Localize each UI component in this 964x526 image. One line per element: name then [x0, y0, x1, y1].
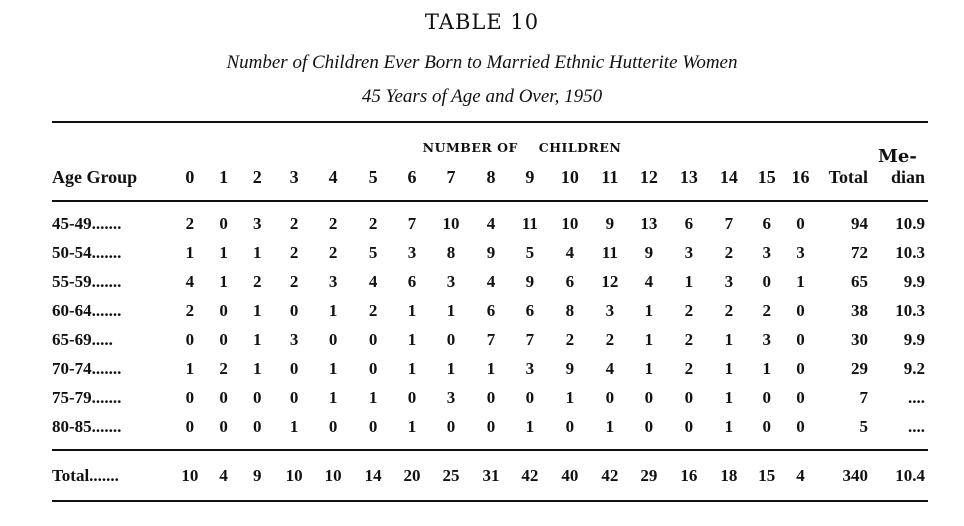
- table-cell: 0: [289, 358, 299, 378]
- table-cell: 29: [850, 358, 868, 378]
- table-cell: 1: [289, 416, 299, 436]
- total-cell: 340: [842, 465, 868, 485]
- table-cell: 1: [219, 242, 228, 262]
- table-cell: 0: [525, 387, 535, 407]
- table-cell: 6: [525, 300, 535, 320]
- table-cell: 11: [601, 242, 618, 262]
- table-cell: 2: [684, 329, 694, 349]
- table-cell: 9: [605, 213, 615, 233]
- table-cell: 9: [486, 242, 496, 262]
- table-cell: 1: [253, 300, 262, 320]
- column-header: 2: [252, 167, 262, 187]
- total-cell: 16: [680, 465, 698, 485]
- table-cell: 0: [684, 387, 694, 407]
- table-cell: 0: [605, 387, 615, 407]
- table-cell: 4: [644, 271, 654, 291]
- table-cell: 1: [605, 416, 615, 436]
- table-cell: 0: [796, 358, 805, 378]
- table-cell: 7: [486, 329, 496, 349]
- header-row: [52, 163, 928, 192]
- table-cell: 2: [185, 213, 195, 233]
- table-cell: 0: [289, 300, 299, 320]
- table-cell: 6: [762, 213, 771, 233]
- total-cell: 4: [219, 465, 228, 485]
- column-header: 13: [679, 167, 698, 187]
- table-cell: 1: [328, 358, 338, 378]
- table-cell: 0: [253, 387, 262, 407]
- table-cell: 6: [486, 300, 496, 320]
- column-header: 3: [289, 167, 299, 187]
- table-cell: 0: [684, 416, 694, 436]
- table-cell: 0: [644, 387, 654, 407]
- table-cell: 3: [289, 329, 299, 349]
- table-cell: 1: [407, 300, 417, 320]
- column-header: 7: [446, 167, 456, 187]
- median-header-top: Me-: [878, 146, 917, 167]
- table-cell: 0: [486, 387, 496, 407]
- table-cell: 1: [446, 300, 456, 320]
- table-cell: 10.9: [895, 213, 925, 233]
- table-cell: 0: [219, 329, 228, 349]
- table-cell: 11: [521, 213, 538, 233]
- table-cell: 3: [446, 271, 456, 291]
- table-cell: 2: [253, 271, 262, 291]
- table-row: [52, 325, 928, 354]
- table-cell: 1: [525, 416, 535, 436]
- table-cell: 0: [219, 300, 228, 320]
- table-cell: 0: [796, 416, 805, 436]
- total-cell: 14: [364, 465, 382, 485]
- row-label: 60-64.......: [52, 300, 122, 320]
- table-cell: 0: [486, 416, 496, 436]
- table-cell: 2: [219, 358, 228, 378]
- table-cell: 9.9: [903, 271, 925, 291]
- row-label: 65-69.....: [52, 329, 113, 349]
- table-cell: 2: [368, 213, 378, 233]
- table-cell: 1: [446, 358, 456, 378]
- total-cell: 31: [482, 465, 500, 485]
- total-row: [52, 461, 928, 490]
- total-cell: 42: [521, 465, 539, 485]
- table-cell: 65: [850, 271, 868, 291]
- table-cell: 1: [724, 329, 734, 349]
- table-cell: 9.9: [903, 329, 925, 349]
- table-cell: 2: [605, 329, 615, 349]
- table-cell: 9: [565, 358, 575, 378]
- table-cell: 72: [850, 242, 868, 262]
- table-cell: 5: [525, 242, 535, 262]
- table-cell: 1: [185, 358, 195, 378]
- table-cell: 6: [684, 213, 694, 233]
- total-label: Total.......: [52, 465, 119, 485]
- table-cell: 38: [850, 300, 868, 320]
- table-cell: 2: [368, 300, 378, 320]
- table-cell: 1: [368, 387, 378, 407]
- table-cell: 1: [219, 271, 228, 291]
- data-table: [52, 209, 928, 441]
- table-row: [52, 296, 928, 325]
- total-cell: 10.4: [895, 465, 925, 485]
- row-label: 80-85.......: [52, 416, 122, 436]
- table-cell: 3: [605, 300, 615, 320]
- table-cell: 6: [565, 271, 575, 291]
- table-cell: 0: [185, 416, 195, 436]
- column-header: Total: [828, 167, 868, 187]
- total-cell: 10: [324, 465, 342, 485]
- row-label: 50-54.......: [52, 242, 122, 262]
- table-cell: 9: [644, 242, 654, 262]
- column-header: 16: [791, 167, 810, 187]
- row-label: 70-74.......: [52, 358, 122, 378]
- table-row: [52, 238, 928, 267]
- column-header: 1: [219, 167, 229, 187]
- table-cell: 0: [368, 358, 378, 378]
- table-cell: 3: [446, 387, 456, 407]
- header-rule: [52, 200, 928, 202]
- table-cell: 1: [724, 387, 734, 407]
- table-cell: 1: [796, 271, 805, 291]
- total-cell: 40: [561, 465, 579, 485]
- table-cell: 3: [762, 242, 771, 262]
- table-cell: 1: [644, 300, 654, 320]
- table-cell: 1: [684, 271, 694, 291]
- total-table: [52, 461, 928, 490]
- table-cell: 1: [328, 387, 338, 407]
- total-cell: 29: [640, 465, 658, 485]
- column-header: 9: [525, 167, 535, 187]
- table-cell: 1: [762, 358, 771, 378]
- table-cell: 4: [565, 242, 575, 262]
- group-header: [0, 140, 964, 155]
- table-cell: 3: [525, 358, 535, 378]
- column-header: 6: [407, 167, 417, 187]
- table-cell: 7: [525, 329, 535, 349]
- table-cell: 0: [219, 213, 228, 233]
- table-cell: 1: [328, 300, 338, 320]
- row-label: 55-59.......: [52, 271, 122, 291]
- total-cell: 10: [181, 465, 199, 485]
- table-cell: 2: [328, 213, 338, 233]
- table-cell: 2: [185, 300, 195, 320]
- header-table: [52, 163, 928, 192]
- table-cell: 9.2: [903, 358, 925, 378]
- table-cell: 7: [859, 387, 868, 407]
- table-cell: ....: [908, 416, 925, 436]
- column-header: 15: [757, 167, 776, 187]
- table-cell: 1: [253, 242, 262, 262]
- table-cell: 1: [724, 416, 734, 436]
- table-row: [52, 354, 928, 383]
- table-cell: 10.3: [895, 300, 925, 320]
- table-cell: 0: [565, 416, 575, 436]
- table-number: TABLE 10: [424, 10, 540, 34]
- table-cell: 1: [644, 329, 654, 349]
- table-subtitle-line-2: 45 Years of Age and Over, 1950: [361, 86, 603, 107]
- table-cell: 4: [368, 271, 378, 291]
- total-cell: 10: [285, 465, 303, 485]
- table-cell: 2: [684, 300, 694, 320]
- column-header: 10: [560, 167, 579, 187]
- table-cell: 3: [796, 242, 805, 262]
- table-cell: 1: [253, 358, 262, 378]
- table-cell: 10: [442, 213, 460, 233]
- total-cell: 20: [403, 465, 421, 485]
- table-cell: 4: [486, 213, 496, 233]
- table-cell: 0: [446, 329, 456, 349]
- table-cell: 2: [565, 329, 575, 349]
- table-cell: 12: [601, 271, 619, 291]
- column-header: 14: [719, 167, 738, 187]
- row-label: 75-79.......: [52, 387, 122, 407]
- total-rule: [52, 449, 928, 451]
- table-cell: 0: [368, 416, 378, 436]
- table-cell: 3: [328, 271, 338, 291]
- table-cell: 1: [253, 329, 262, 349]
- table-cell: 0: [796, 300, 805, 320]
- table-cell: 7: [407, 213, 417, 233]
- table-cell: 1: [185, 242, 195, 262]
- table-cell: 4: [605, 358, 615, 378]
- table-row: [52, 209, 928, 238]
- table-cell: 0: [762, 271, 771, 291]
- column-header: 5: [368, 167, 378, 187]
- table-cell: 1: [565, 387, 575, 407]
- row-label: 45-49.......: [52, 213, 122, 233]
- table-cell: 94: [850, 213, 868, 233]
- table-cell: 0: [368, 329, 378, 349]
- table-cell: 5: [368, 242, 378, 262]
- table-cell: 1: [644, 358, 654, 378]
- table-cell: 0: [762, 416, 771, 436]
- column-header: dian: [890, 167, 925, 187]
- table-cell: 1: [407, 358, 417, 378]
- group-header-b: CHILDREN: [538, 140, 622, 155]
- table-cell: 6: [407, 271, 417, 291]
- table-cell: 0: [219, 416, 228, 436]
- top-rule: [52, 121, 928, 123]
- table-cell: 7: [724, 213, 734, 233]
- table-cell: 1: [407, 329, 417, 349]
- table-cell: 5: [859, 416, 868, 436]
- table-cell: 2: [289, 213, 299, 233]
- total-cell: 42: [601, 465, 619, 485]
- table-cell: 4: [486, 271, 496, 291]
- table-cell: 0: [796, 329, 805, 349]
- table-cell: 2: [724, 242, 734, 262]
- bottom-rule: [52, 500, 928, 502]
- table-cell: 8: [565, 300, 575, 320]
- table-cell: 1: [724, 358, 734, 378]
- table-cell: 4: [185, 271, 195, 291]
- table-cell: 0: [328, 329, 338, 349]
- table-cell: 13: [640, 213, 658, 233]
- table-cell: 0: [407, 387, 417, 407]
- table-cell: 10: [561, 213, 579, 233]
- total-cell: 25: [442, 465, 460, 485]
- table-cell: 0: [253, 416, 262, 436]
- table-cell: 0: [446, 416, 456, 436]
- table-cell: 0: [644, 416, 654, 436]
- table-row: [52, 412, 928, 441]
- table-cell: 9: [525, 271, 535, 291]
- table-cell: 2: [684, 358, 694, 378]
- table-cell: 3: [762, 329, 771, 349]
- table-cell: 0: [185, 329, 195, 349]
- table-subtitle-line-1: Number of Children Ever Born to Married Ethnic Hutterite Women: [226, 52, 738, 73]
- column-header: 0: [185, 167, 195, 187]
- column-header-age-group: Age Group: [52, 167, 138, 187]
- column-header: 12: [639, 167, 658, 187]
- table-cell: 1: [407, 416, 417, 436]
- total-cell: 15: [758, 465, 776, 485]
- total-cell: 9: [253, 465, 262, 485]
- table-cell: ....: [908, 387, 925, 407]
- table-cell: 3: [724, 271, 734, 291]
- table-row: [52, 267, 928, 296]
- column-header: 11: [601, 167, 619, 187]
- table-cell: 1: [486, 358, 496, 378]
- table-cell: 3: [407, 242, 417, 262]
- total-cell: 18: [720, 465, 738, 485]
- total-cell: 4: [796, 465, 805, 485]
- table-cell: 10.3: [895, 242, 925, 262]
- table-cell: 0: [328, 416, 338, 436]
- table-cell: 0: [762, 387, 771, 407]
- table-cell: 0: [185, 387, 195, 407]
- table-cell: 3: [253, 213, 262, 233]
- table-cell: 0: [796, 387, 805, 407]
- table-cell: 2: [289, 271, 299, 291]
- table-row: [52, 383, 928, 412]
- table-cell: 30: [850, 329, 868, 349]
- column-header: 4: [328, 167, 338, 187]
- table-cell: 0: [289, 387, 299, 407]
- group-header-a: NUMBER OF: [422, 140, 518, 155]
- column-header: 8: [486, 167, 496, 187]
- table-cell: 2: [328, 242, 338, 262]
- table-cell: 2: [289, 242, 299, 262]
- table-cell: 3: [684, 242, 694, 262]
- table-cell: 2: [762, 300, 771, 320]
- table-cell: 8: [446, 242, 456, 262]
- table-cell: 0: [219, 387, 228, 407]
- table-cell: 2: [724, 300, 734, 320]
- table-cell: 0: [796, 213, 805, 233]
